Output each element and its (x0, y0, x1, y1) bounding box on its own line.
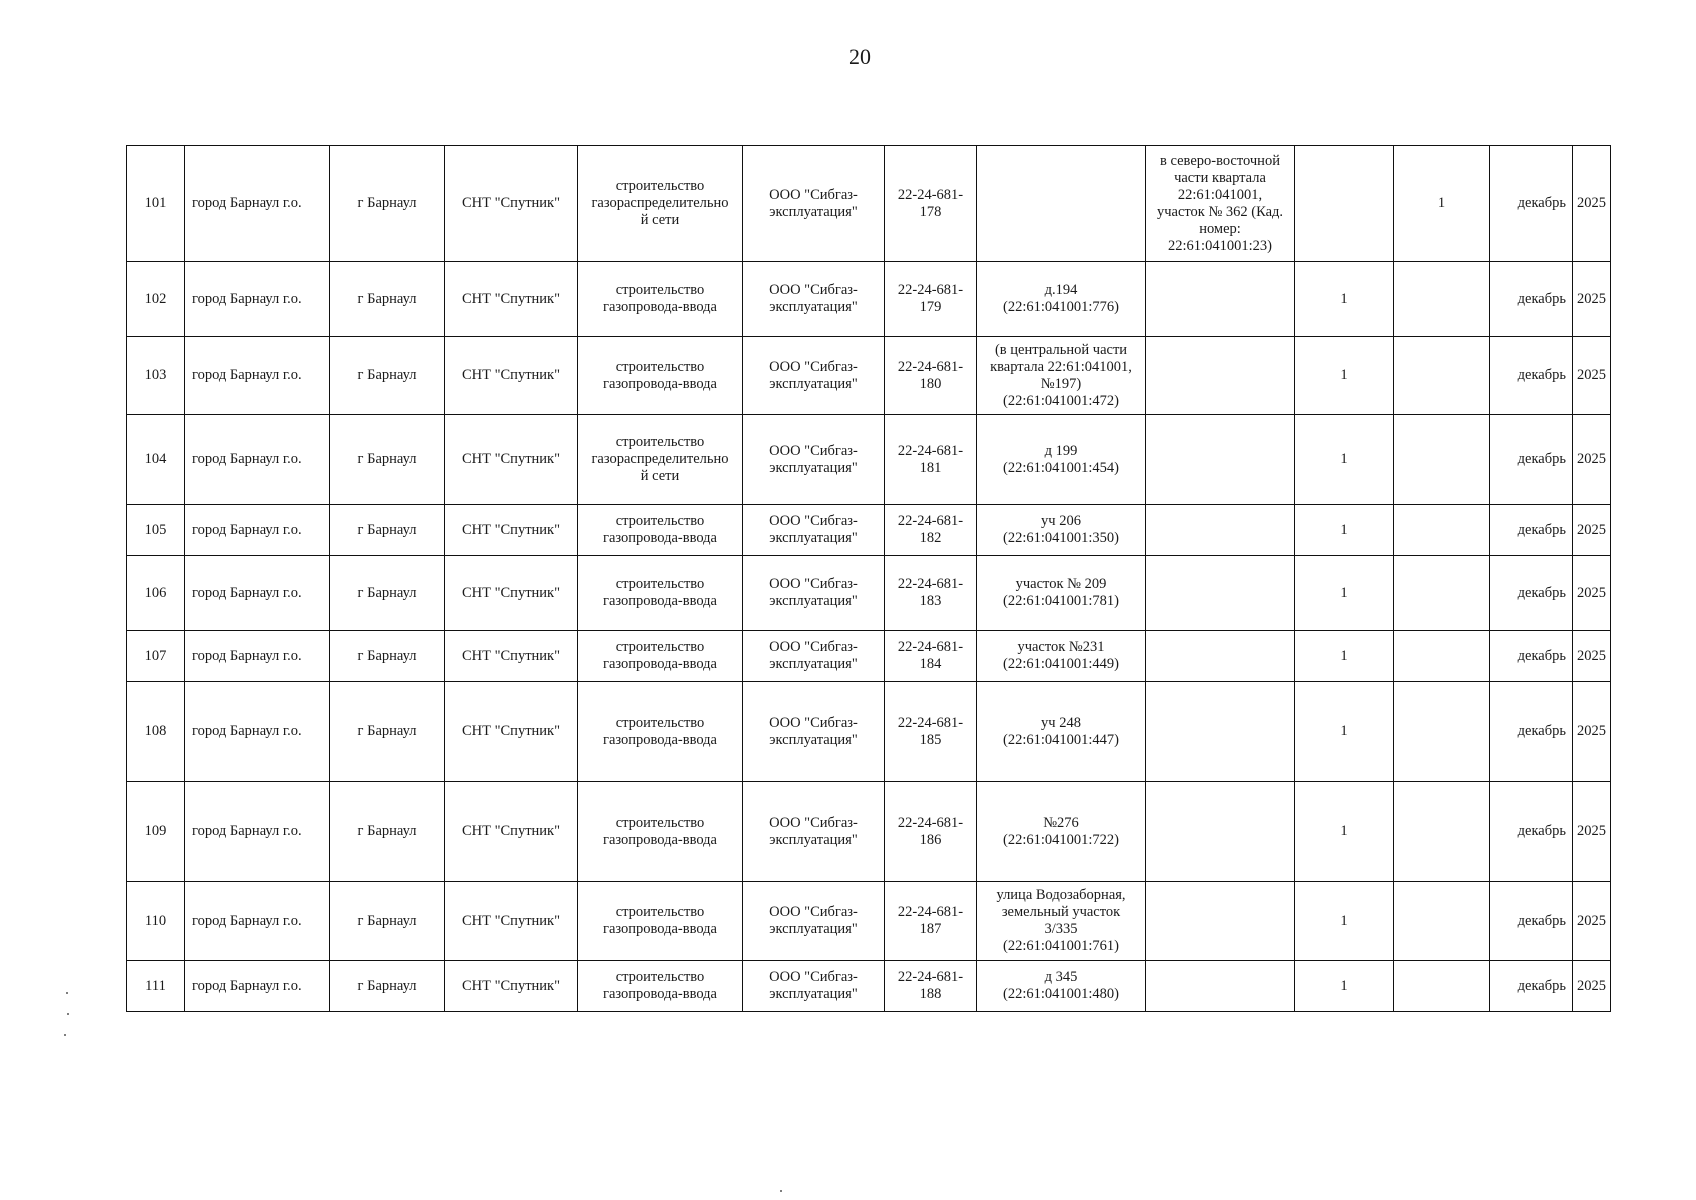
row-number-cell: 105 (127, 505, 185, 556)
organization-cell: ООО "Сибгаз- эксплуатация" (743, 262, 885, 337)
locality-cell: СНТ "Спутник" (445, 337, 578, 415)
municipality-cell: город Барнаул г.о. (185, 337, 330, 415)
work-type-cell: строительство газопровода-ввода (578, 782, 743, 882)
row-number-cell: 110 (127, 882, 185, 961)
settlement-cell: г Барнаул (330, 262, 445, 337)
year-cell: 2025 (1573, 631, 1611, 682)
table-row (127, 415, 1611, 505)
table-row (127, 961, 1611, 1012)
organization-cell: ООО "Сибгаз- эксплуатация" (743, 415, 885, 505)
object-code-cell: 22-24-681- 180 (885, 337, 977, 415)
work-type-cell: строительство газопровода-ввода (578, 961, 743, 1012)
organization-cell: ООО "Сибгаз- эксплуатация" (743, 961, 885, 1012)
quantity-cell: 1 (1295, 337, 1394, 415)
settlement-cell: г Барнаул (330, 146, 445, 262)
settlement-cell: г Барнаул (330, 631, 445, 682)
object-code-cell: 22-24-681- 185 (885, 682, 977, 782)
row-number-cell: 109 (127, 782, 185, 882)
organization-cell: ООО "Сибгаз- эксплуатация" (743, 556, 885, 631)
address-cell: д 199 (22:61:041001:454) (977, 415, 1146, 505)
location-description-cell (1146, 505, 1295, 556)
locality-cell: СНТ "Спутник" (445, 782, 578, 882)
work-type-cell: строительство газопровода-ввода (578, 556, 743, 631)
month-cell: декабрь (1490, 882, 1573, 961)
municipality-cell: город Барнаул г.о. (185, 961, 330, 1012)
object-code-cell: 22-24-681- 188 (885, 961, 977, 1012)
location-description-cell (1146, 415, 1295, 505)
table-row (127, 337, 1611, 415)
address-cell: участок № 209 (22:61:041001:781) (977, 556, 1146, 631)
row-number-cell: 104 (127, 415, 185, 505)
organization-cell: ООО "Сибгаз- эксплуатация" (743, 682, 885, 782)
locality-cell: СНТ "Спутник" (445, 682, 578, 782)
address-cell: (в центральной части квартала 22:61:041001, №197) (22:61:041001:472) (977, 337, 1146, 415)
settlement-cell: г Барнаул (330, 337, 445, 415)
year-cell: 2025 (1573, 505, 1611, 556)
quantity-alt-cell (1394, 631, 1490, 682)
year-cell: 2025 (1573, 961, 1611, 1012)
organization-cell: ООО "Сибгаз- эксплуатация" (743, 882, 885, 961)
year-cell: 2025 (1573, 262, 1611, 337)
month-cell: декабрь (1490, 146, 1573, 262)
municipality-cell: город Барнаул г.о. (185, 146, 330, 262)
quantity-alt-cell (1394, 882, 1490, 961)
quantity-cell: 1 (1295, 631, 1394, 682)
row-number-cell: 111 (127, 961, 185, 1012)
municipality-cell: город Барнаул г.о. (185, 682, 330, 782)
row-number-cell: 102 (127, 262, 185, 337)
work-type-cell: строительство газопровода-ввода (578, 337, 743, 415)
row-number-cell: 108 (127, 682, 185, 782)
locality-cell: СНТ "Спутник" (445, 631, 578, 682)
month-cell: декабрь (1490, 415, 1573, 505)
object-code-cell: 22-24-681- 186 (885, 782, 977, 882)
organization-cell: ООО "Сибгаз- эксплуатация" (743, 505, 885, 556)
table-row (127, 631, 1611, 682)
locality-cell: СНТ "Спутник" (445, 961, 578, 1012)
municipality-cell: город Барнаул г.о. (185, 882, 330, 961)
year-cell: 2025 (1573, 146, 1611, 262)
gasification-schedule-table (126, 145, 1611, 1012)
municipality-cell: город Барнаул г.о. (185, 262, 330, 337)
month-cell: декабрь (1490, 556, 1573, 631)
location-description-cell (1146, 882, 1295, 961)
address-cell: улица Водозаборная, земельный участок 3/335 (22:61:041001:761) (977, 882, 1146, 961)
table-row (127, 556, 1611, 631)
quantity-cell: 1 (1295, 262, 1394, 337)
location-description-cell (1146, 782, 1295, 882)
municipality-cell: город Барнаул г.о. (185, 631, 330, 682)
settlement-cell: г Барнаул (330, 782, 445, 882)
object-code-cell: 22-24-681- 187 (885, 882, 977, 961)
year-cell: 2025 (1573, 556, 1611, 631)
table-row (127, 146, 1611, 262)
locality-cell: СНТ "Спутник" (445, 146, 578, 262)
year-cell: 2025 (1573, 337, 1611, 415)
month-cell: декабрь (1490, 505, 1573, 556)
quantity-alt-cell (1394, 556, 1490, 631)
locality-cell: СНТ "Спутник" (445, 882, 578, 961)
address-cell: д 345 (22:61:041001:480) (977, 961, 1146, 1012)
quantity-cell: 1 (1295, 556, 1394, 631)
page-number: 20 (849, 44, 871, 69)
row-number-cell: 103 (127, 337, 185, 415)
quantity-cell: 1 (1295, 505, 1394, 556)
month-cell: декабрь (1490, 682, 1573, 782)
settlement-cell: г Барнаул (330, 556, 445, 631)
work-type-cell: строительство газораспределительно й сети (578, 146, 743, 262)
object-code-cell: 22-24-681- 183 (885, 556, 977, 631)
quantity-cell: 1 (1295, 961, 1394, 1012)
table-row (127, 505, 1611, 556)
locality-cell: СНТ "Спутник" (445, 262, 578, 337)
row-number-cell: 101 (127, 146, 185, 262)
object-code-cell: 22-24-681- 184 (885, 631, 977, 682)
organization-cell: ООО "Сибгаз- эксплуатация" (743, 782, 885, 882)
quantity-alt-cell (1394, 337, 1490, 415)
scan-speck (780, 1190, 782, 1192)
month-cell: декабрь (1490, 337, 1573, 415)
table-row (127, 682, 1611, 782)
month-cell: декабрь (1490, 782, 1573, 882)
table-row (127, 262, 1611, 337)
municipality-cell: город Барнаул г.о. (185, 556, 330, 631)
quantity-alt-cell (1394, 782, 1490, 882)
municipality-cell: город Барнаул г.о. (185, 415, 330, 505)
quantity-alt-cell (1394, 505, 1490, 556)
municipality-cell: город Барнаул г.о. (185, 505, 330, 556)
work-type-cell: строительство газопровода-ввода (578, 505, 743, 556)
quantity-cell: 1 (1295, 782, 1394, 882)
object-code-cell: 22-24-681- 178 (885, 146, 977, 262)
quantity-alt-cell: 1 (1394, 146, 1490, 262)
year-cell: 2025 (1573, 782, 1611, 882)
object-code-cell: 22-24-681- 181 (885, 415, 977, 505)
location-description-cell (1146, 682, 1295, 782)
location-description-cell (1146, 556, 1295, 631)
organization-cell: ООО "Сибгаз- эксплуатация" (743, 337, 885, 415)
work-type-cell: строительство газопровода-ввода (578, 262, 743, 337)
quantity-cell (1295, 146, 1394, 262)
quantity-cell: 1 (1295, 415, 1394, 505)
quantity-alt-cell (1394, 415, 1490, 505)
address-cell: уч 248 (22:61:041001:447) (977, 682, 1146, 782)
address-cell: уч 206 (22:61:041001:350) (977, 505, 1146, 556)
scan-speck (64, 1034, 66, 1036)
quantity-cell: 1 (1295, 682, 1394, 782)
month-cell: декабрь (1490, 961, 1573, 1012)
organization-cell: ООО "Сибгаз- эксплуатация" (743, 631, 885, 682)
location-description-cell: в северо-восточной части квартала 22:61:041001, участок № 362 (Кад. номер: 22:61:041001:23) (1146, 146, 1295, 262)
location-description-cell (1146, 961, 1295, 1012)
address-cell: д.194 (22:61:041001:776) (977, 262, 1146, 337)
address-cell (977, 146, 1146, 262)
address-cell: участок №231 (22:61:041001:449) (977, 631, 1146, 682)
quantity-alt-cell (1394, 682, 1490, 782)
row-number-cell: 106 (127, 556, 185, 631)
work-type-cell: строительство газопровода-ввода (578, 882, 743, 961)
locality-cell: СНТ "Спутник" (445, 505, 578, 556)
work-type-cell: строительство газораспределительно й сети (578, 415, 743, 505)
settlement-cell: г Барнаул (330, 961, 445, 1012)
year-cell: 2025 (1573, 415, 1611, 505)
month-cell: декабрь (1490, 262, 1573, 337)
locality-cell: СНТ "Спутник" (445, 556, 578, 631)
address-cell: №276 (22:61:041001:722) (977, 782, 1146, 882)
work-type-cell: строительство газопровода-ввода (578, 682, 743, 782)
location-description-cell (1146, 631, 1295, 682)
object-code-cell: 22-24-681- 179 (885, 262, 977, 337)
municipality-cell: город Барнаул г.о. (185, 782, 330, 882)
settlement-cell: г Барнаул (330, 882, 445, 961)
organization-cell: ООО "Сибгаз- эксплуатация" (743, 146, 885, 262)
location-description-cell (1146, 337, 1295, 415)
scan-speck (67, 1013, 69, 1015)
table-row (127, 782, 1611, 882)
settlement-cell: г Барнаул (330, 682, 445, 782)
table-row (127, 882, 1611, 961)
quantity-alt-cell (1394, 961, 1490, 1012)
month-cell: декабрь (1490, 631, 1573, 682)
row-number-cell: 107 (127, 631, 185, 682)
quantity-cell: 1 (1295, 882, 1394, 961)
year-cell: 2025 (1573, 882, 1611, 961)
locality-cell: СНТ "Спутник" (445, 415, 578, 505)
object-code-cell: 22-24-681- 182 (885, 505, 977, 556)
location-description-cell (1146, 262, 1295, 337)
settlement-cell: г Барнаул (330, 505, 445, 556)
scan-speck (66, 992, 68, 994)
quantity-alt-cell (1394, 262, 1490, 337)
settlement-cell: г Барнаул (330, 415, 445, 505)
year-cell: 2025 (1573, 682, 1611, 782)
work-type-cell: строительство газопровода-ввода (578, 631, 743, 682)
